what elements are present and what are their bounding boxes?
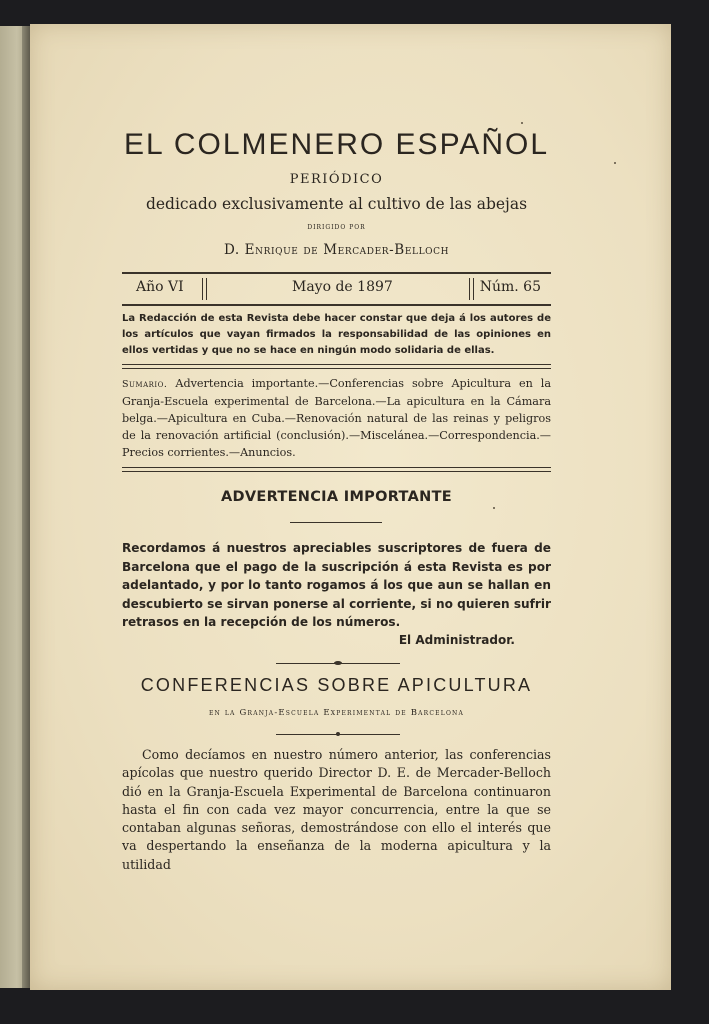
paper-speck xyxy=(521,122,523,124)
editorial-notice: La Redacción de esta Revista debe hacer constar que deja á los autores de los artículos que vayan firmados la responsabilidad de las opiniones en ellos vertidas y que no se hace en ningún modo solidaria de ellas. xyxy=(122,313,551,356)
directed-by-label: DIRIGIDO POR xyxy=(307,224,366,231)
issue-number: Núm. 65 xyxy=(479,279,541,295)
heading-underline xyxy=(290,522,382,523)
section-ornament xyxy=(276,660,400,666)
column-divider xyxy=(202,278,207,300)
double-rule xyxy=(122,467,551,472)
book-gutter xyxy=(22,26,30,988)
issue-info-bar xyxy=(122,272,551,306)
conferencias-heading: CONFERENCIAS SOBRE APICULTURA xyxy=(140,675,533,695)
conferencias-subheading: en la Granja-Escuela Experimental de Barcelona xyxy=(208,708,465,718)
editor-name: D. Enrique de Mercader-Belloch xyxy=(223,242,450,258)
double-rule xyxy=(122,364,551,369)
journal-title: EL COLMENERO ESPAÑOL xyxy=(123,128,550,161)
summary-text: Advertencia importante.—Conferencias sobre Apicultura en la Granja-Escuela experimental de Barcelona.—La apicultura en la Cámara belga.—Apicultura en Cuba.—Renovación natural de las reinas y peligros de la renovación artificial (conclusión).—Miscelánea.—Correspondencia.—Precios corrientes.—Anuncios. xyxy=(122,377,551,459)
conferencias-text: Como decíamos en nuestro número anterior, las conferencias apícolas que nuestro querido Director D. E. de Mercader-Belloch dió en la Granja-Escuela Experimental de Barcelona continuaron hasta el fin con cada vez mayor concurrencia, entre la que se contaban algunas señoras, demostrándose con ello el interés que va despertando la enseñanza de la moderna apicultura y la utilidad xyxy=(122,747,551,872)
paper-speck xyxy=(614,162,616,164)
paper-speck xyxy=(493,507,495,509)
journal-subtitle: dedicado exclusivamente al cultivo de las abejas xyxy=(145,195,528,213)
table-of-contents xyxy=(122,375,551,461)
advertencia-text: Recordamos á nuestros apreciables suscriptores de fuera de Barcelona que el pago de la suscripción á esta Revista es por adelantado, y por lo tanto rogamos á los que aun se hallan en descubierto se sirvan ponerse al corriente, si no quieren sufrir retrasos en la recepción de los números. xyxy=(122,541,551,629)
section-ornament xyxy=(276,731,400,737)
issue-year: Año VI xyxy=(136,279,184,295)
advertencia-signature: El Administrador. xyxy=(398,633,515,647)
advertencia-heading: ADVERTENCIA IMPORTANTE xyxy=(221,489,452,505)
summary-label: Sumario. xyxy=(122,379,168,390)
issue-date: Mayo de 1897 xyxy=(292,279,393,295)
journal-type: PERIÓDICO xyxy=(289,172,384,187)
column-divider xyxy=(469,278,474,300)
